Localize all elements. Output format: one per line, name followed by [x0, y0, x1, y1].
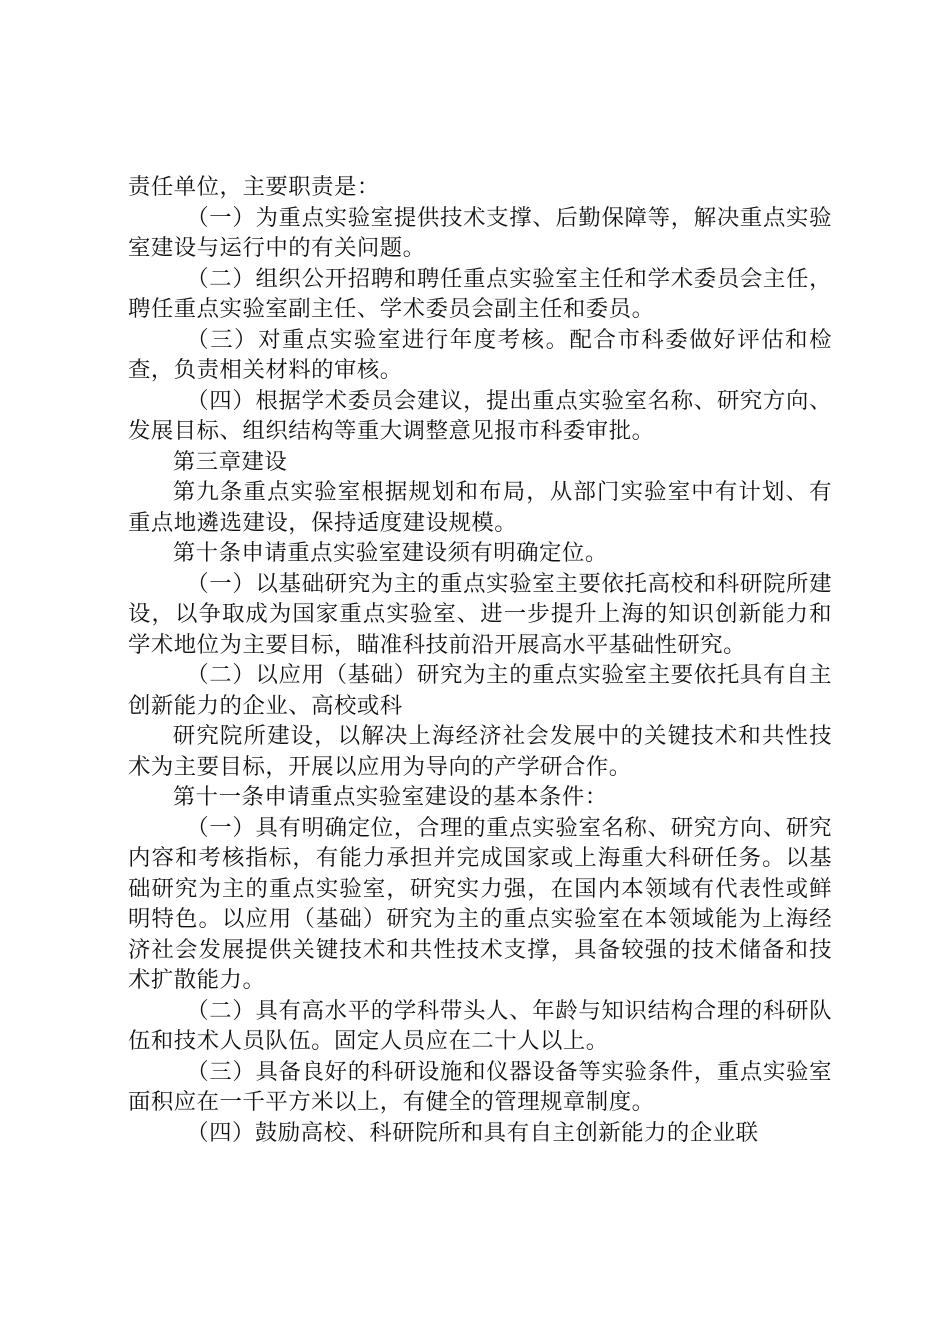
article-11-item-1: （一）具有明确定位，合理的重点实验室名称、研究方向、研究内容和考核指标，有能力承担并完成国家或上海重大科研任务。以基础研究为主的重点实验室，研究实力强，在国内本领域有代表性或鲜明特色。以应用（基础）研究为主的重点实验室在本领域能为上海经济社会发展提供关键技术和共性技术支撑，具备较强的技术储备和技术扩散能力。: [128, 814, 832, 993]
article-9: 第九条重点实验室根据规划和布局，从部门实验室中有计划、有重点地遴选建设，保持适度建设规模。: [128, 479, 832, 536]
paragraph-item-4: （四）根据学术委员会建议，提出重点实验室名称、研究方向、发展目标、组织结构等重大调整意见报市科委审批。: [128, 387, 832, 444]
article-11-item-4: （四）鼓励高校、科研院所和具有自主创新能力的企业联: [186, 1119, 759, 1146]
document-body: [128, 172, 832, 1148]
article-11-item-3: （三）具备良好的科研设施和仪器设备等实验条件，重点实验室面积应在一千平方米以上，有健全的管理规章制度。: [128, 1058, 832, 1115]
article-10-item-2: （二）以应用（基础）研究为主的重点实验室主要依托具有自主创新能力的企业、高校或科: [128, 662, 832, 719]
article-11: 第十一条申请重点实验室建设的基本条件：: [172, 784, 608, 810]
paragraph-item-2: （二）组织公开招聘和聘任重点实验室主任和学术委员会主任，聘任重点实验室副主任、学术委员会副主任和委员。: [128, 265, 832, 322]
paragraph-item-1: （一）为重点实验室提供技术支撑、后勤保障等，解决重点实验室建设与运行中的有关问题。: [128, 204, 832, 261]
article-11-item-2: （二）具有高水平的学科带头人、年龄与知识结构合理的科研队伍和技术人员队伍。固定人员应在二十人以上。: [128, 997, 832, 1054]
paragraph-item-3: （三）对重点实验室进行年度考核。配合市科委做好评估和检查，负责相关材料的审核。: [128, 326, 832, 383]
article-10: 第十条申请重点实验室建设须有明确定位。: [172, 540, 608, 566]
article-10-item-2-continued: 研究院所建设，以解决上海经济社会发展中的关键技术和共性技术为主要目标，开展以应用为导向的产学研合作。: [128, 723, 832, 780]
article-10-item-1: （一）以基础研究为主的重点实验室主要依托高校和科研院所建设，以争取成为国家重点实验室、进一步提升上海的知识创新能力和学术地位为主要目标，瞄准科技前沿开展高水平基础性研究。: [128, 570, 832, 658]
chapter-heading: 第三章建设: [172, 448, 288, 475]
paragraph-responsible-unit: 责任单位，主要职责是：: [128, 174, 380, 200]
